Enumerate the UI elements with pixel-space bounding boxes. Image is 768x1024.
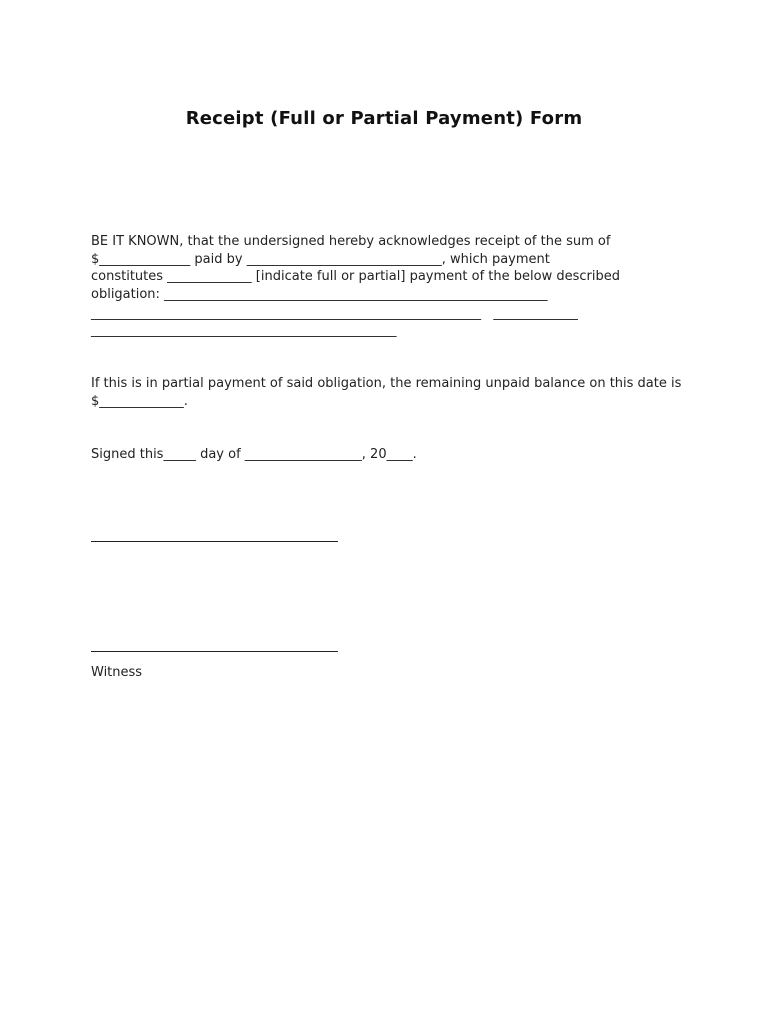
witness-signature-line bbox=[91, 651, 338, 652]
receipt-paragraph-line-5: ____________________________________________________________ _____________ bbox=[91, 306, 578, 321]
witness-label: Witness bbox=[91, 665, 143, 680]
receipt-paragraph-line-6: _______________________________________________ bbox=[91, 323, 397, 338]
signature-line bbox=[91, 541, 338, 542]
document-title: Receipt (Full or Partial Payment) Form bbox=[185, 108, 583, 129]
receipt-paragraph-line-1: BE IT KNOWN, that the undersigned hereby acknowledges receipt of the sum of bbox=[91, 234, 611, 249]
receipt-paragraph-line-3: constitutes _____________ [indicate full or partial] payment of the below described bbox=[91, 269, 620, 284]
receipt-paragraph-line-4: obligation: ___________________________________________________________ bbox=[91, 287, 548, 302]
receipt-paragraph-line-2: $______________ paid by ______________________________, which payment bbox=[91, 252, 550, 267]
balance-paragraph-line-1: If this is in partial payment of said obligation, the remaining unpaid balance on this date is bbox=[91, 376, 682, 391]
signed-date-line: Signed this_____ day of __________________, 20____. bbox=[91, 447, 417, 462]
balance-paragraph-line-2: $_____________. bbox=[91, 394, 188, 409]
